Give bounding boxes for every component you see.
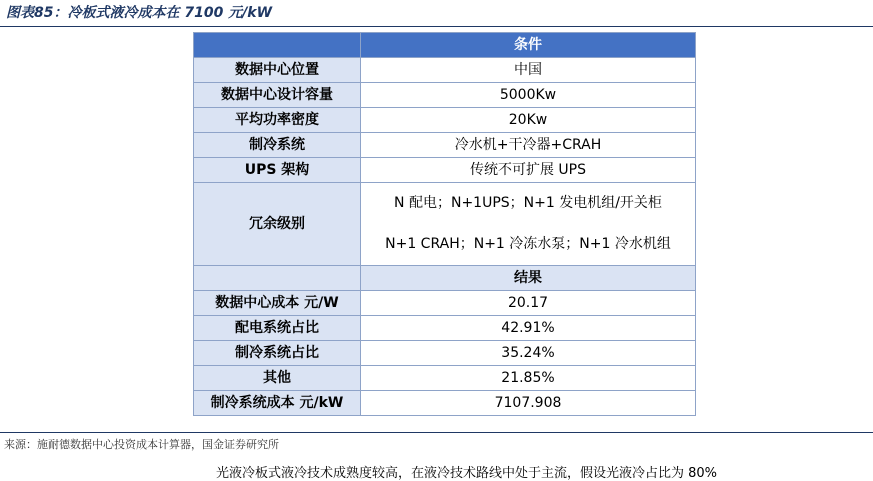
title-divider: [0, 26, 873, 27]
figure-title: 图表85：冷板式液冷成本在 7100 元/kW: [6, 5, 273, 21]
table-row: [194, 58, 696, 83]
header-blank-cell: [194, 33, 361, 58]
conditions-header: 条件: [361, 33, 696, 58]
redundancy-value: [361, 183, 696, 266]
results-header-row: [194, 266, 696, 291]
conditions-header-row: [194, 33, 696, 58]
table-row: [194, 108, 696, 133]
row-value: 传统不可扩展 UPS: [361, 158, 696, 183]
results-header: 结果: [361, 266, 696, 291]
row-label: 平均功率密度: [194, 108, 361, 133]
cost-table: [193, 32, 696, 416]
table-row: [194, 391, 696, 416]
redundancy-line-2: N+1 CRAH；N+1 冷冻水泵；N+1 冷水机组: [385, 236, 671, 252]
row-value: 冷水机+干冷器+CRAH: [361, 133, 696, 158]
source-note: 来源：施耐德数据中心投资成本计算器，国金证券研究所: [4, 438, 279, 451]
redundancy-line-1: N 配电；N+1UPS；N+1 发电机组/开关柜: [394, 195, 662, 211]
table-row: [194, 291, 696, 316]
table-row: [194, 316, 696, 341]
row-value: 20Kw: [361, 108, 696, 133]
row-label: 制冷系统: [194, 133, 361, 158]
row-label: 数据中心位置: [194, 58, 361, 83]
table-row: [194, 83, 696, 108]
row-label: 数据中心成本 元/W: [194, 291, 361, 316]
row-value: 20.17: [361, 291, 696, 316]
row-value: 7107.908: [361, 391, 696, 416]
redundancy-label: 冗余级别: [194, 183, 361, 266]
row-label: 数据中心设计容量: [194, 83, 361, 108]
redundancy-row: [194, 183, 696, 266]
row-label: 其他: [194, 366, 361, 391]
row-value: 5000Kw: [361, 83, 696, 108]
row-label: 制冷系统占比: [194, 341, 361, 366]
row-label: 配电系统占比: [194, 316, 361, 341]
table-row: [194, 341, 696, 366]
table-row: [194, 133, 696, 158]
table-row: [194, 366, 696, 391]
source-divider: [0, 432, 873, 433]
table-row: [194, 158, 696, 183]
row-value: 35.24%: [361, 341, 696, 366]
results-header-blank-cell: [194, 266, 361, 291]
row-label: UPS 架构: [194, 158, 361, 183]
row-value: 中国: [361, 58, 696, 83]
row-label: 制冷系统成本 元/kW: [194, 391, 361, 416]
row-value: 21.85%: [361, 366, 696, 391]
row-value: 42.91%: [361, 316, 696, 341]
body-text-fragment: 光液冷板式液冷技术成熟度较高，在液冷技术路线中处于主流，假设光液冷占比为 80%: [216, 466, 718, 481]
